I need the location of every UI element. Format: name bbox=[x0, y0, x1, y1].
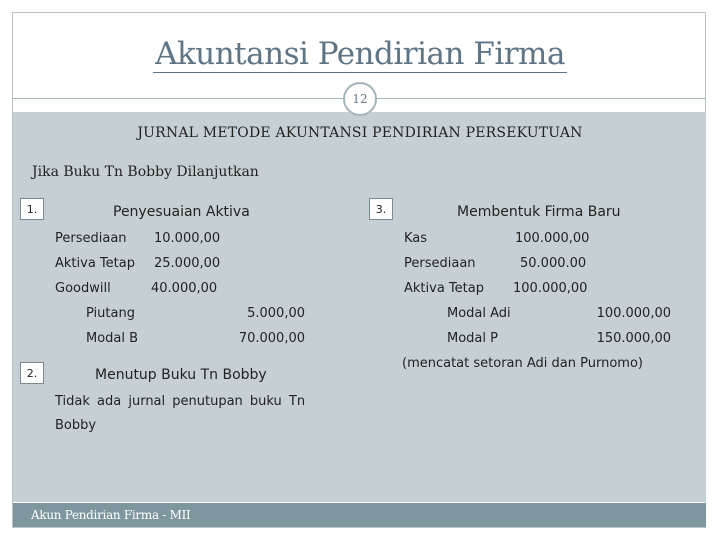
section1-credit-label: Piutang bbox=[86, 306, 135, 321]
section3-row-value: 100.000,00 bbox=[513, 281, 588, 296]
section1-row-label: Persediaan bbox=[55, 231, 127, 246]
section1-row-value: 10.000,00 bbox=[154, 231, 221, 246]
section1-row-value: 40.000,00 bbox=[151, 281, 218, 296]
section3-number: 3. bbox=[369, 198, 393, 220]
section3-row-value: 100.000,00 bbox=[515, 231, 590, 246]
section3-credit-value: 100.000,00 bbox=[596, 306, 671, 321]
slide-title bbox=[0, 36, 720, 72]
section1-row-label: Aktiva Tetap bbox=[55, 256, 135, 271]
section3-row-label: Aktiva Tetap bbox=[404, 281, 484, 296]
slide-number: 12 bbox=[343, 82, 377, 116]
slide-title-text: Akuntansi Pendirian Firma bbox=[155, 36, 565, 72]
section3-row-label: Persediaan bbox=[404, 256, 476, 271]
section3-title: Membentuk Firma Baru bbox=[457, 204, 621, 220]
section1-credit-value: 5.000,00 bbox=[247, 306, 305, 321]
section2-text: Tidak ada jurnal penutupan buku Tn bbox=[55, 394, 306, 409]
section2-title: Menutup Buku Tn Bobby bbox=[95, 367, 267, 383]
section1-row-label: Goodwill bbox=[55, 281, 111, 296]
section1-title: Penyesuaian Aktiva bbox=[113, 204, 250, 220]
content-subtitle: Jika Buku Tn Bobby Dilanjutkan bbox=[32, 164, 259, 180]
content-heading: JURNAL METODE AKUNTANSI PENDIRIAN PERSEKUTUAN bbox=[137, 125, 583, 141]
section1-credit-value: 70.000,00 bbox=[238, 331, 305, 346]
section3-row-label: Kas bbox=[404, 231, 428, 246]
section1-row-value: 25.000,00 bbox=[154, 256, 221, 271]
section3-row-value: 50.000.00 bbox=[520, 256, 587, 271]
section3-credit-label: Modal P bbox=[447, 331, 498, 346]
section3-credit-label: Modal Adi bbox=[447, 306, 511, 321]
section3-credit-value: 150.000,00 bbox=[596, 331, 671, 346]
section3-note: (mencatat setoran Adi dan Purnomo) bbox=[402, 356, 643, 371]
section2-number: 2. bbox=[20, 362, 44, 384]
section2-text: Bobby bbox=[55, 418, 97, 433]
section1-number: 1. bbox=[20, 198, 44, 220]
section1-credit-label: Modal B bbox=[86, 331, 139, 346]
footer-text: Akun Pendirian Firma - MII bbox=[31, 508, 191, 522]
